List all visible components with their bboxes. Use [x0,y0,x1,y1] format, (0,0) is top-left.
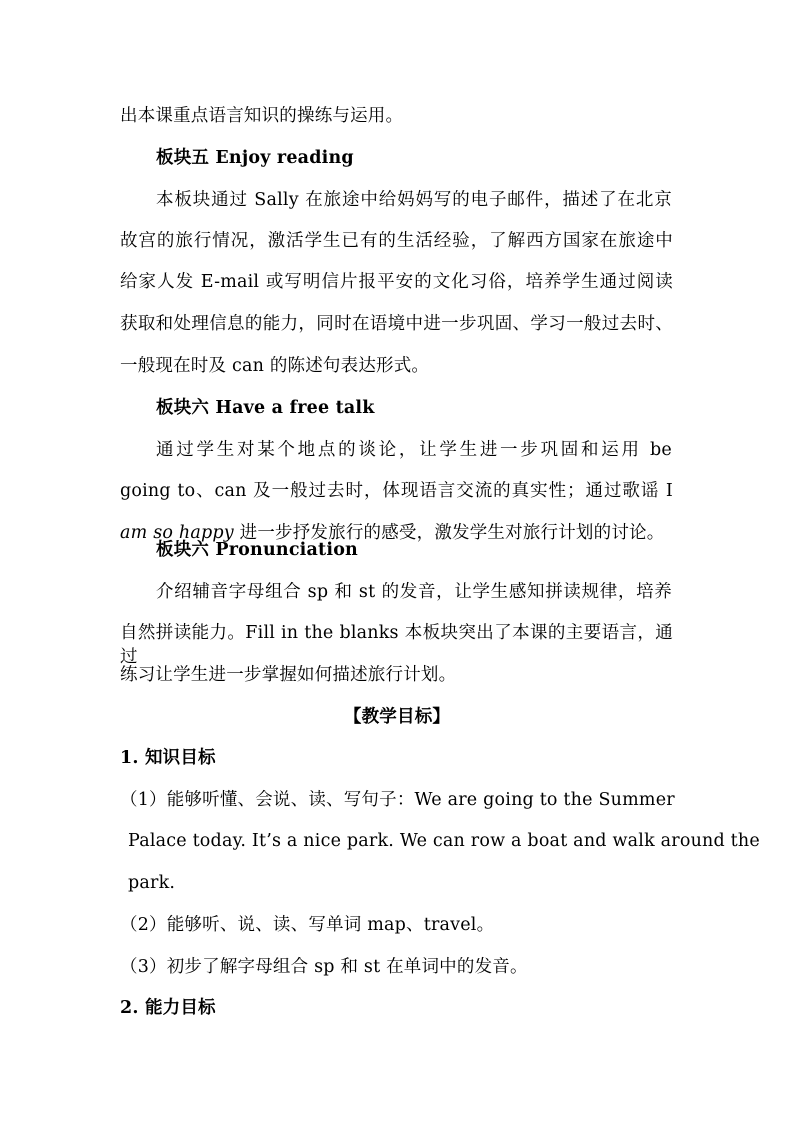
paragraph-line: 本板块通过 Sally 在旅途中给妈妈写的电子邮件，描述了在北京 [156,190,672,210]
subsection-heading: 1. 知识目标 [120,748,216,768]
list-item-continuation: Palace today. It’s a nice park. We can row a boat and walk around the [128,831,760,851]
paragraph-text: 进一步抒发旅行的感受，激发学生对旅行计划的讨论。 [233,523,665,543]
paragraph-line: 练习让学生进一步掌握如何描述旅行计划。 [120,665,457,685]
paragraph-line: 通过学生对某个地点的谈论，让学生进一步巩固和运用 be [156,440,672,460]
paragraph-line: 一般现在时及 can 的陈述句表达形式。 [120,356,430,376]
paragraph-line: 给家人发 E-mail 或写明信片报平安的文化习俗，培养学生通过阅读 [120,272,673,292]
list-item-continuation: park. [128,873,176,893]
section-heading: 板块五 Enjoy reading [156,148,354,168]
subsection-heading: 2. 能力目标 [120,998,216,1018]
section-heading: 板块六 Have a free talk [156,398,375,418]
paragraph-line: 介绍辅音字母组合 sp 和 st 的发音，让学生感知拼读规律，培养 [156,582,672,602]
paragraph-line: going to、can 及一般过去时，体现语言交流的真实性；通过歌谣 I [120,481,673,501]
song-title: am so happy [120,523,234,543]
list-item: （1）能够听懂、会说、读、写句子：We are going to the Summer [120,790,675,810]
list-item: （3）初步了解字母组合 sp 和 st 在单词中的发音。 [120,957,528,977]
list-item: （2）能够听、说、读、写单词 map、travel。 [120,915,495,935]
paragraph-line: 获取和处理信息的能力，同时在语境中进一步巩固、学习一般过去时、 [120,314,673,334]
paragraph-line: 出本课重点语言知识的操练与运用。 [120,106,404,126]
paragraph-line: 故宫的旅行情况，激活学生已有的生活经验，了解西方国家在旅途中 [120,231,673,251]
section-heading: 板块六 Pronunciation [156,540,358,560]
section-title: 【教学目标】 [343,707,451,727]
paragraph-line: 自然拼读能力。Fill in the blanks 本板块突出了本课的主要语言，通过 [120,623,673,667]
